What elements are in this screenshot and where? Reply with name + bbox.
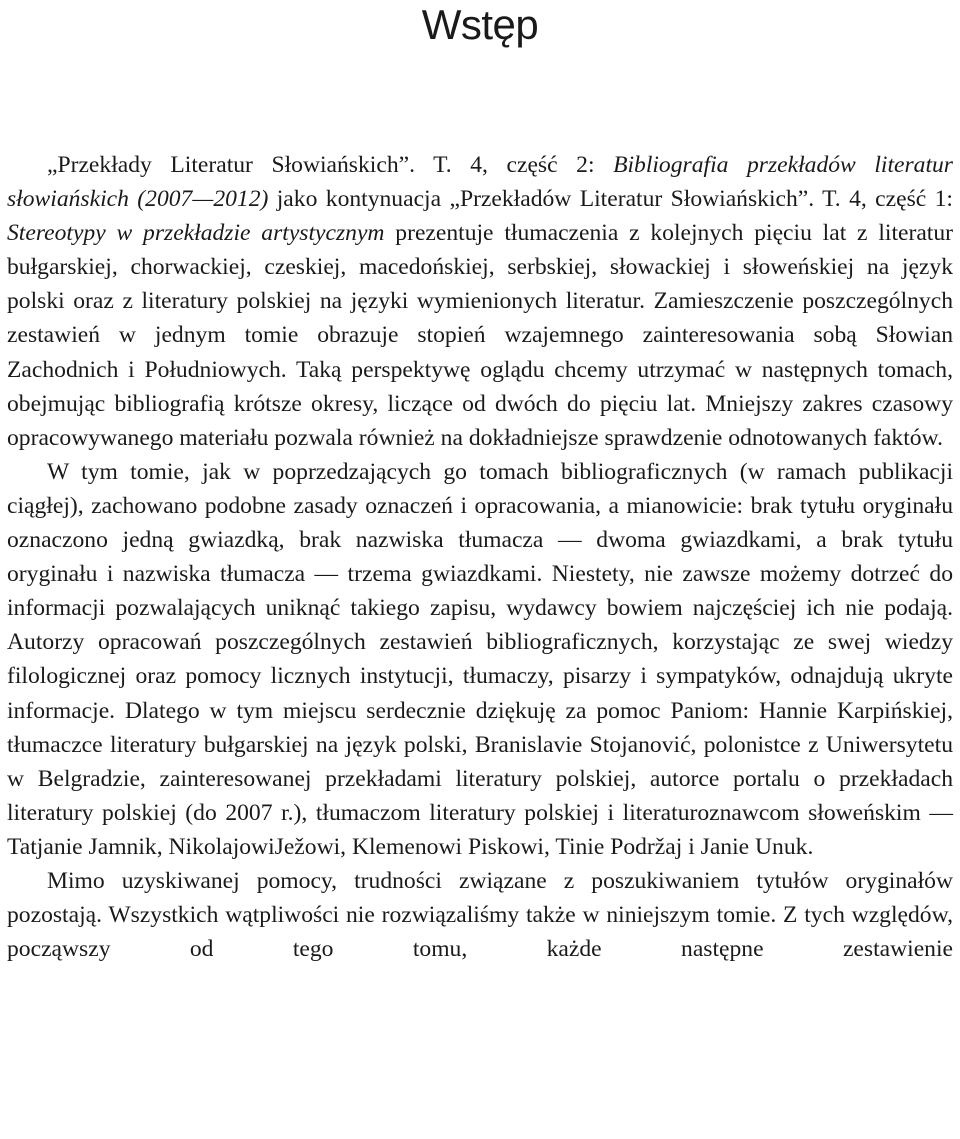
- paragraph-2: [7, 455, 953, 864]
- text-run: Mimo uzyskiwanej pomocy, trudności związane z poszukiwaniem tytułów oryginałów pozostają. Wszystkich wątpliwości nie rozwiązaliśmy także w niniejszym tomie. Z tych względów, począwszy od tego tomu, każde następne zestawienie: [7, 867, 953, 963]
- text-run: jako kontynuacja „Przekładów Literatur Słowiańskich”. T. 4, część 1:: [268, 186, 953, 213]
- page-title: Wstęp: [421, 1, 539, 48]
- text-run: „Przekłady Literatur Słowiańskich”. T. 4, część 2:: [47, 152, 614, 178]
- paragraph-1: [7, 148, 953, 455]
- paragraph-3: [7, 864, 953, 966]
- text-run: W tym tomie, jak w poprzedzających go tomach bibliograficznych (w ramach publikacji ciągłej), zachowano podobne zasady oznaczeń i opracowania, a mianowicie: brak tytułu oryginału oznaczono jedną gwiazdką, brak nazwiska tłumacza — dwoma gwiazdkami, a brak tytułu oryginału i nazwiska tłumacza — trzema gwiazdkami. Niestety, nie zawsze możemy dotrzeć do informacji pozwalających uniknąć takiego zapisu, wydawcy bowiem najczęściej ich nie podają. Autorzy opracowań poszczególnych zestawień bibliograficznych, korzystając ze swej wiedzy filologicznej oraz pomocy licznych instytucji, tłumaczy, pisarzy i sympatyków, odnajdują ukryte informacje. Dlatego w tym miejscu serdecznie dziękuję za pomoc Paniom: Hannie Karpińskiej, tłumaczce literatury bułgarskiej na język polski, Branislavie Stojanović, polonistce z Uniwersytetu w Belgradzie, zainteresowanej przekładami literatury polskiej, autorce portalu o przekładach literatury polskiej (do 2007 r.), tłumaczom literatury polskiej i literaturoznawcom słoweńskim — Tatjanie Jamnik, NikolajowiJežowi, Klemenowi Piskowi, Tinie Podržaj i Janie Unuk.: [7, 458, 953, 860]
- italic-title-run: Bibliografia przekładów literatur słowiańskich (2007—2012): [7, 152, 953, 213]
- body-text: [7, 148, 953, 966]
- italic-title-run: Stereotypy w przekładzie artystycznym: [7, 220, 385, 247]
- text-run: prezentuje tłumaczenia z kolejnych pięciu lat z literatur bułgarskiej, chorwackiej, czeskiej, macedońskiej, serbskiej, słowackiej i słoweńskiej na język polski oraz z literatury polskiej na języki wymienionych literatur. Zamieszczenie poszczególnych zestawień w jednym tomie obrazuje stopień wzajemnego zainteresowania sobą Słowian Zachodnich i Południowych. Taką perspektywę oglądu chcemy utrzymać w następnych tomach, obejmując bibliografią krótsze okresy, liczące od dwóch do pięciu lat. Mniejszy zakres czasowy opracowywanego materiału pozwala również na dokładniejsze sprawdzenie odnotowanych faktów.: [7, 220, 954, 451]
